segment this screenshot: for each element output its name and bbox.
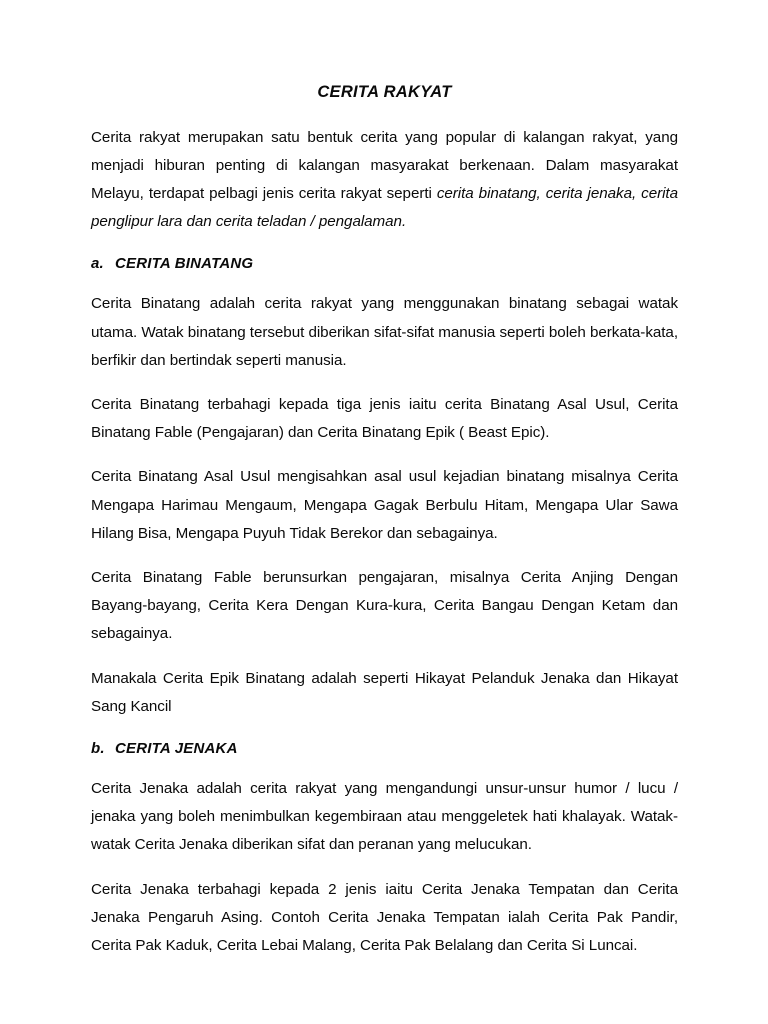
- section-title-a: CERITA BINATANG: [115, 255, 254, 273]
- section-heading-cerita-binatang: [91, 252, 678, 276]
- paragraph-jenaka-2: Cerita Jenaka terbahagi kepada 2 jenis iaitu Cerita Jenaka Tempatan dan Cerita Jenaka Pengaruh Asing. Contoh Cerita Jenaka Tempatan ialah Cerita Pak Pandir, Cerita Pak Kaduk, Cerita Lebai Malang, Cerita Pak Belalang dan Cerita Si Luncai.: [91, 880, 678, 955]
- section-title-b: CERITA JENAKA: [115, 740, 238, 758]
- intro-paragraph: [91, 124, 678, 237]
- page-title: CERITA RAKYAT: [317, 83, 452, 101]
- paragraph-jenaka-1: Cerita Jenaka adalah cerita rakyat yang mengandungi unsur-unsur humor / lucu / jenaka yang boleh menimbulkan kegembiraan atau menggeletek hati khalayak. Watak-watak Cerita Jenaka diberikan sifat dan peranan yang melucukan.: [91, 780, 678, 854]
- document-body: [91, 82, 678, 960]
- section-marker-a: a.: [91, 255, 104, 273]
- paragraph-binatang-5: Manakala Cerita Epik Binatang adalah seperti Hikayat Pelanduk Jenaka dan Hikayat Sang Kancil: [91, 669, 678, 715]
- section-heading-cerita-jenaka: [91, 737, 678, 761]
- section-marker-b: b.: [91, 740, 105, 758]
- intro-text-italic: cerita binatang, cerita jenaka, cerita penglipur lara dan cerita teladan / pengalaman.: [91, 185, 678, 231]
- paragraph-binatang-1: Cerita Binatang adalah cerita rakyat yang menggunakan binatang sebagai watak utama. Watak binatang tersebut diberikan sifat-sifat manusia seperti boleh berkata-kata, berfikir dan bertindak seperti manusia.: [91, 295, 678, 369]
- paragraph-binatang-4: Cerita Binatang Fable berunsurkan pengajaran, misalnya Cerita Anjing Dengan Bayang-bayang, Cerita Kera Dengan Kura-kura, Cerita Bangau Dengan Ketam dan sebagainya.: [91, 569, 678, 643]
- paragraph-binatang-2: Cerita Binatang terbahagi kepada tiga jenis iaitu cerita Binatang Asal Usul, Cerita Binatang Fable (Pengajaran) dan Cerita Binatang Epik ( Beast Epic).: [91, 396, 678, 442]
- paragraph-binatang-3: Cerita Binatang Asal Usul mengisahkan asal usul kejadian binatang misalnya Cerita Mengapa Harimau Mengaum, Mengapa Gagak Berbulu Hitam, Mengapa Ular Sawa Hilang Bisa, Mengapa Puyuh Tidak Berekor dan sebagainya.: [91, 468, 678, 542]
- intro-text-roman: Cerita rakyat merupakan satu bentuk cerita yang popular di kalangan rakyat, yang menjadi hiburan penting di kalangan masyarakat berkenaan. Dalam masyarakat Melayu, terdapat pelbagi jenis cerita rakyat seperti: [91, 128, 678, 203]
